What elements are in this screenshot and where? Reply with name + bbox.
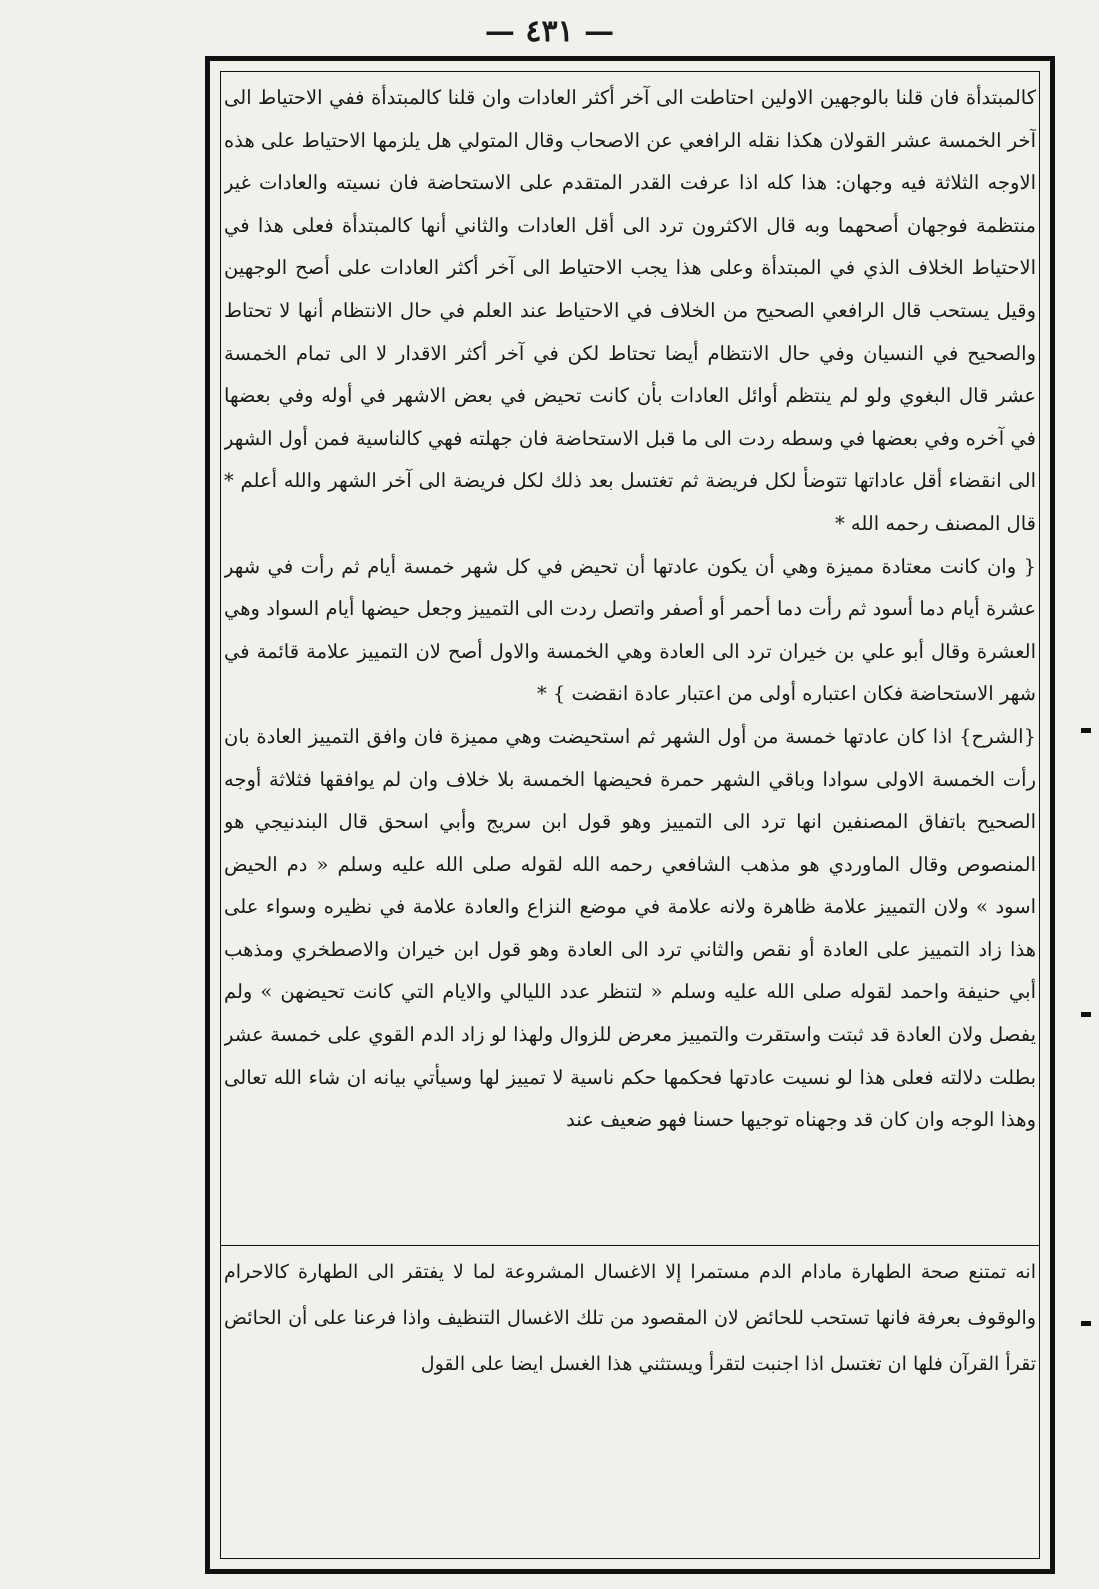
page-number: — ٤٣١ — (484, 14, 615, 49)
paragraph-matn: { وان كانت معتادة مميزة وهي أن يكون عادتها أن تحيض في كل شهر خمسة أيام ثم رأت في شهر عشرة أيام دما أسود ثم رأت دما أحمر أو أصفر واتصل ردت الى التمييز وجعل حيضها أيام السواد وهي العشرة وقال أبو علي بن خيران ترد الى العادة وهي الخمسة والاول أصح لان التمييز علامة قائمة في شهر الاستحاضة فكان اعتباره أولى من اعتبار عادة انقضت } * (224, 554, 1036, 706)
footnote-block (224, 1249, 1036, 1549)
paragraph-commentary-continued: كالمبتدأة فان قلنا بالوجهين الاولين احتاطت الى آخر أكثر العادات وان قلنا كالمبتدأة ففي الاحتياط الى آخر الخمسة عشر القولان هكذا نقله الرافعي عن الاصحاب وقال المتولي هل يلزمها الاحتياط على هذه الاوجه الثلاثة فيه وجهان: هذا كله اذا عرفت القدر المتقدم على الاستحاضة فان نسيته والعادات غير منتظمة فوجهان أصحهما وبه قال الاكثرون ترد الى أقل العادات والثاني أنها كالمبتدأة فعلى هذا في الاحتياط الخلاف الذي في المبتدأة وعلى هذا يجب الاحتياط الى آخر أكثر العادات على أصح الوجهين وقيل يستحب قال الرافعي الصحيح من الخلاف في الاحتياط عند العلم في حال الانتظام أنها لا تحتاط والصحيح في النسيان وفي حال الانتظام أيضا تحتاط لكن في آخر أكثر الاقدار لا الى تمام الخمسة عشر قال البغوي ولو لم ينتظم أوائل العادات بأن كانت تحيض في بعض الاشهر في أوله وفي بعضها في آخره وفي بعضها في وسطه ردت الى ما قبل الاستحاضة فان جهلته فهي كالناسية فمن أول الشهر الى انقضاء أقل عاداتها تتوضأ لكل فريضة ثم تغتسل بعد ذلك لكل فريضة الى آخر الشهر والله أعلم * قال المصنف رحمه الله * (224, 86, 1036, 535)
margin-mark (1081, 1012, 1091, 1017)
paragraph-sharh: {الشرح} اذا كان عادتها خمسة من أول الشهر ثم استحيضت وهي مميزة فان وافق التمييز العادة بان رأت الخمسة الاولى سوادا وباقي الشهر حمرة فحيضها الخمسة بلا خلاف وان لم يوافقها فثلاثة أوجه الصحيح باتفاق المصنفين انها ترد الى التمييز وهو قول ابن سريج وأبي اسحق قال البندنيجي هو المنصوص وقال الماوردي هو مذهب الشافعي رحمه الله لقوله صلى الله عليه وسلم « دم الحيض اسود » ولان التمييز علامة ظاهرة ولانه علامة في موضع النزاع والعادة علامة في نظيره وسواء على هذا زاد التمييز على العادة أو نقص والثاني ترد الى العادة وهو قول ابن خيران والاصطخري ومذهب أبي حنيفة واحمد لقوله صلى الله عليه وسلم « لتنظر عدد الليالي والايام التي كانت تحيضهن » ولم يفصل ولان العادة قد ثبتت واستقرت والتمييز معرض للزوال ولهذا لو زاد الدم القوي على خمسة عشر بطلت دلالته فعلى هذا لو نسيت عادتها فحكمها حكم ناسية لا تمييز لها وسيأتي بيانه ان شاء الله تعالى وهذا الوجه وان كان قد وجهناه توجيها حسنا فهو ضعيف عند (224, 724, 1036, 1132)
footnote-paragraph: انه تمتنع صحة الطهارة مادام الدم مستمرا إلا الاغسال المشروعة لما لا يفتقر الى الطهارة كالاحرام والوقوف بعرفة فانها تستحب للحائض لان المقصود من تلك الاغسال التنظيف واذا فرعنا على أن الحائض تقرأ القرآن فلها ان تغتسل اذا اجنبت لتقرأ ويستثني هذا الغسل ايضا على القول (224, 1261, 1036, 1375)
main-text-block (224, 77, 1036, 1239)
footnote-separator (220, 1245, 1040, 1246)
margin-mark (1081, 728, 1091, 733)
margin-mark (1081, 1321, 1091, 1326)
page-frame (205, 56, 1055, 1574)
